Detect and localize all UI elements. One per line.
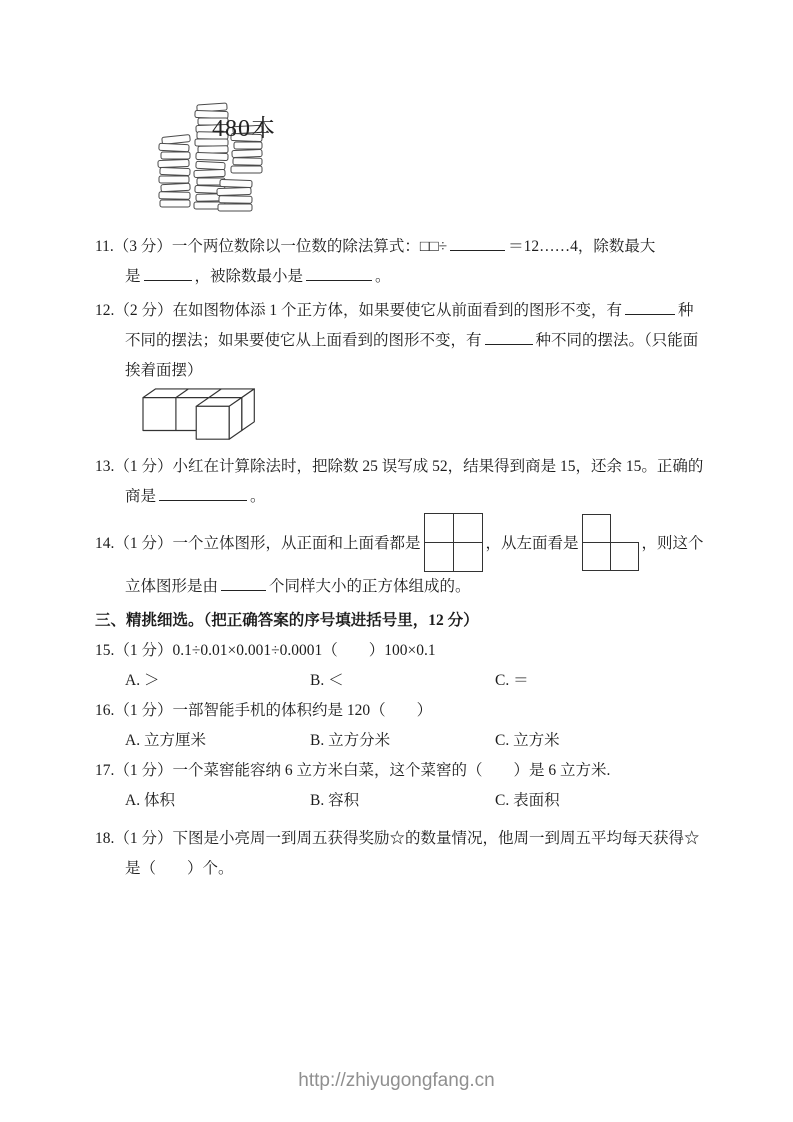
answer-blank xyxy=(221,577,266,591)
option-b: B. 容积 xyxy=(310,792,360,809)
books-figure xyxy=(140,100,300,220)
question-12-line2 xyxy=(95,326,713,356)
cubes-drawing xyxy=(133,386,273,446)
question-18-line2: 是（ ）个。 xyxy=(125,860,234,877)
question-11-text: 11.（3 分）一个两位数除以一位数的除法算式：□□÷ xyxy=(95,238,448,255)
question-11-line2 xyxy=(95,262,713,292)
cube-arrangement-figure xyxy=(133,386,713,446)
left-view-figure xyxy=(582,514,639,571)
question-11 xyxy=(95,232,713,292)
footer-watermark-url[interactable]: http://zhiyugongfang.cn xyxy=(298,1070,495,1091)
option-a: A. 立方厘米 xyxy=(125,732,206,749)
question-16 xyxy=(95,696,713,756)
question-14-text: ，则这个 xyxy=(641,535,704,552)
question-12-text: 不同的摆法；如果要使它从上面看到的图形不变，有 xyxy=(125,332,482,349)
question-13-text: 商是 xyxy=(125,488,157,505)
question-16-stem: 16.（1 分）一部智能手机的体积约是 120（ ） xyxy=(95,702,433,719)
question-15-options xyxy=(95,666,713,696)
books-count-label: 480本 xyxy=(212,116,276,142)
question-14-text: 立体图形是由 xyxy=(125,578,219,595)
question-14 xyxy=(95,512,713,602)
answer-blank xyxy=(144,267,192,281)
answer-blank xyxy=(485,331,533,345)
option-b: B. ＜ xyxy=(310,672,344,689)
question-17-stem: 17.（1 分）一个菜窖能容纳 6 立方米白菜，这个菜窖的（ ）是 6 立方米. xyxy=(95,762,611,779)
question-14-text: 14.（1 分）一个立体图形，从正面和上面看都是 xyxy=(95,535,421,552)
answer-blank xyxy=(450,237,505,251)
square-cell xyxy=(582,514,611,543)
question-12-line1 xyxy=(95,296,713,326)
question-17-options xyxy=(95,786,713,816)
question-12-text: 挨着面摆） xyxy=(125,362,203,379)
question-13 xyxy=(95,452,713,512)
question-12-text: 种不同的摆法。（只能面 xyxy=(535,332,699,349)
question-11-text: 是 xyxy=(125,268,141,285)
question-17 xyxy=(95,756,713,816)
answer-blank xyxy=(306,267,372,281)
question-16-options xyxy=(95,726,713,756)
question-11-text: 。 xyxy=(375,268,391,285)
question-18-line1: 18.（1 分）下图是小亮周一到周五获得奖励☆的数量情况，他周一到周五平均每天获得☆ xyxy=(95,830,700,847)
option-b: B. 立方分米 xyxy=(310,732,391,749)
option-c: C. 表面积 xyxy=(495,792,560,809)
question-15-stem: 15.（1 分）0.1÷0.01×0.001÷0.0001（ ）100×0.1 xyxy=(95,642,436,659)
option-a: A. ＞ xyxy=(125,672,160,689)
question-12-line3 xyxy=(95,356,713,386)
question-14-text: ，从左面看是 xyxy=(485,535,579,552)
question-15 xyxy=(95,636,713,696)
question-13-line1 xyxy=(95,452,713,482)
question-14-text: 个同样大小的正方体组成的。 xyxy=(269,578,471,595)
question-12-text: 种 xyxy=(678,302,694,319)
question-11-line1 xyxy=(95,232,713,262)
option-c: C. 立方米 xyxy=(495,732,560,749)
option-c: C. ＝ xyxy=(495,672,529,689)
question-14-line2 xyxy=(95,572,713,602)
answer-blank xyxy=(159,487,247,501)
question-14-line1 xyxy=(95,512,713,572)
question-13-text: 13.（1 分）小红在计算除法时，把除数 25 误写成 52，结果得到商是 15，还余 15。正确的 xyxy=(95,458,704,475)
question-11-text: ＝12……4，除数最大 xyxy=(508,238,656,255)
question-18 xyxy=(95,824,713,884)
square-cell xyxy=(582,542,611,571)
question-13-text: 。 xyxy=(250,488,266,505)
option-a: A. 体积 xyxy=(125,792,175,809)
question-12-text: 12.（2 分）在如图物体添 1 个正方体，如果要使它从前面看到的图形不变，有 xyxy=(95,302,623,319)
question-11-text: ，被除数最小是 xyxy=(194,268,304,285)
question-12 xyxy=(95,296,713,386)
section-3-heading: 三、精挑细选。（把正确答案的序号填进括号里，12 分） xyxy=(95,612,479,629)
front-top-view-figure xyxy=(424,513,483,572)
answer-blank xyxy=(625,301,675,315)
question-13-line2 xyxy=(95,482,713,512)
square-cell xyxy=(610,542,639,571)
